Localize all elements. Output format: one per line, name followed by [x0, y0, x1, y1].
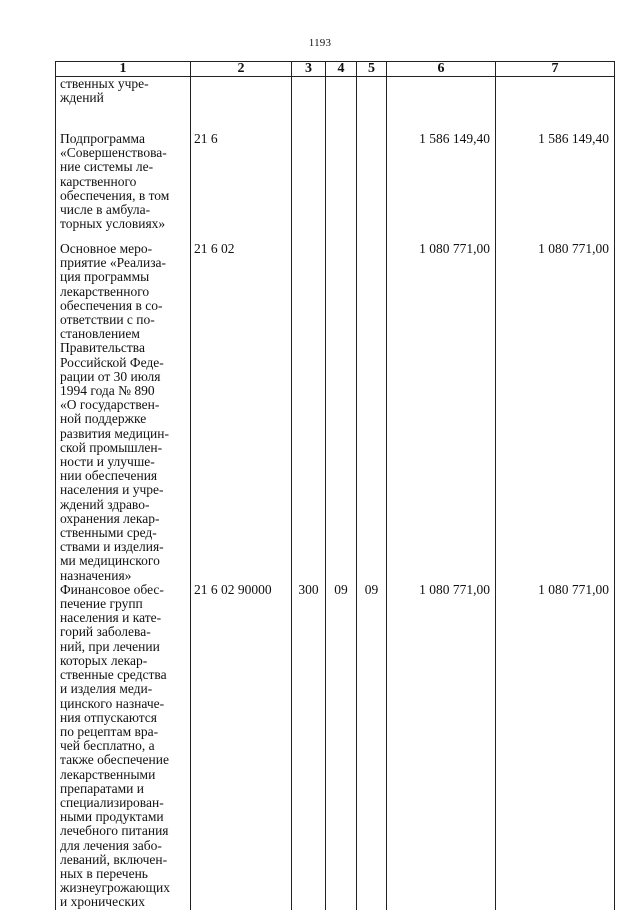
- header-col-2: 2: [191, 62, 292, 77]
- table-row: [56, 583, 615, 910]
- row-col-5: [357, 77, 387, 130]
- row-amount-7: 1 586 149,40: [496, 129, 615, 242]
- row-amount-7: [496, 77, 615, 130]
- row-name: Подпрограмма «Совершенствова- ние системы ле- карственного обеспечения, в том числе в амбула- торных условиях»: [56, 129, 191, 242]
- row-col-5: [357, 129, 387, 242]
- row-code: 21 6 02 90000: [191, 583, 292, 910]
- row-amount-6: 1 586 149,40: [387, 129, 496, 242]
- row-amount-6: 1 080 771,00: [387, 583, 496, 910]
- row-code: 21 6: [191, 129, 292, 242]
- header-col-3: 3: [292, 62, 326, 77]
- row-col-3: [292, 77, 326, 130]
- row-col-5: 09: [357, 583, 387, 910]
- row-col-4: [326, 77, 357, 130]
- row-amount-7: 1 080 771,00: [496, 583, 615, 910]
- row-col-4: 09: [326, 583, 357, 910]
- header-col-1: 1: [56, 62, 191, 77]
- row-col-5: [357, 242, 387, 583]
- row-col-4: [326, 242, 357, 583]
- row-amount-6: [387, 77, 496, 130]
- row-col-3: [292, 242, 326, 583]
- header-row: [56, 62, 615, 77]
- row-col-3: [292, 129, 326, 242]
- header-col-6: 6: [387, 62, 496, 77]
- row-name: Финансовое обес- печение групп населения и кате- горий заболева- ний, при лечении которых лекар- ственные средства и изделия меди- цинского назначе- ния отпускаются по рецептам вра- чей бесплатно, а также обеспечение лекарственными препаратами и специализирован- ными продуктами лечебного питания для лечения забо- леваний, включен- ных в перечень жизнеугрожающих и хронических: [56, 583, 191, 910]
- row-code: [191, 77, 292, 130]
- budget-table: [55, 61, 615, 910]
- row-amount-7: 1 080 771,00: [496, 242, 615, 583]
- table-row: [56, 129, 615, 242]
- row-col-3: 300: [292, 583, 326, 910]
- row-code: 21 6 02: [191, 242, 292, 583]
- header-col-7: 7: [496, 62, 615, 77]
- header-col-4: 4: [326, 62, 357, 77]
- row-amount-6: 1 080 771,00: [387, 242, 496, 583]
- row-col-4: [326, 129, 357, 242]
- table-row: [56, 242, 615, 583]
- page-number: 1193: [308, 37, 332, 49]
- row-name: Основное меро- приятие «Реализа- ция программы лекарственного обеспечения в со- ответствии с по- становлением Правительства Российской Феде- рации от 30 июля 1994 года № 890 «О государствен- ной поддержке развития медицин- ской промышлен- ности и улучше- нии обеспечения населения и учре- ждений здраво- охранения лекар- ственными сред- ствами и изделия- ми медицинского назначения»: [56, 242, 191, 583]
- table-row: [56, 77, 615, 130]
- header-col-5: 5: [357, 62, 387, 77]
- row-name: ственных учре- ждений: [56, 77, 191, 130]
